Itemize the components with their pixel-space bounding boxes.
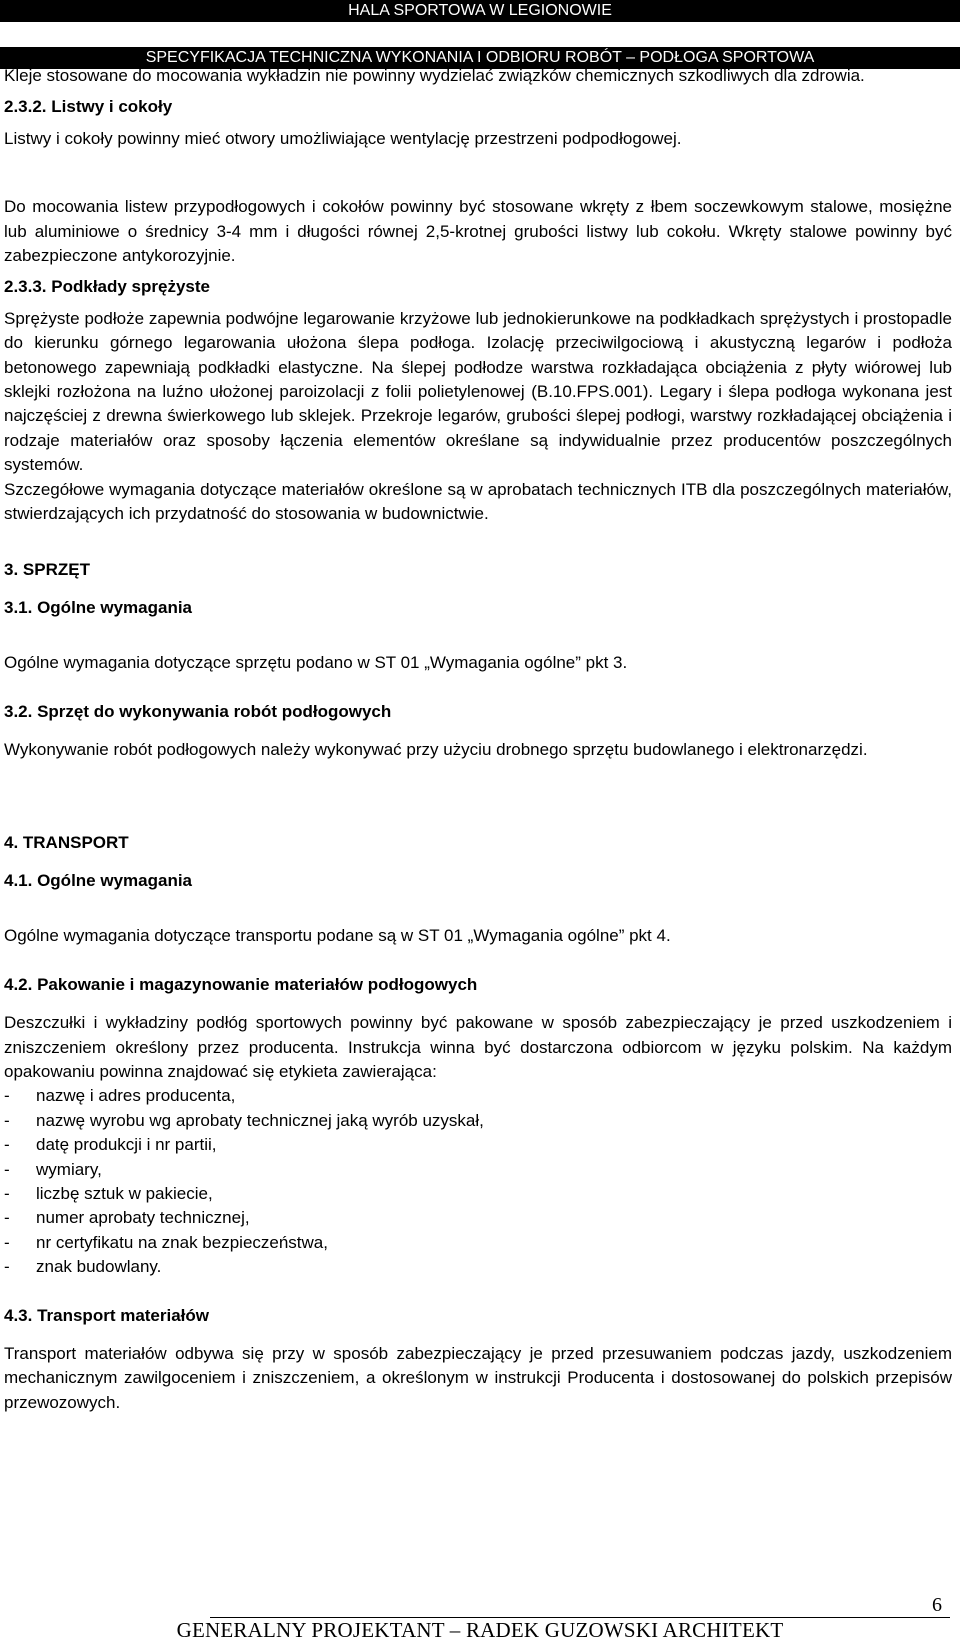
header-subtitle: SPECYFIKACJA TECHNICZNA WYKONANIA I ODBIORU ROBÓT – PODŁOGA SPORTOWA	[0, 47, 960, 69]
heading-3-1: 3.1. Ogólne wymagania	[4, 597, 193, 617]
list-item: - wymiary,	[4, 1159, 102, 1179]
paragraph-kleje: Kleje stosowane do mocowania wykładzin nie powinny wydzielać związków chemicznych szkodliwych dla zdrowia.	[4, 66, 865, 85]
paragraph-szczegolowe: Szczegółowe wymagania dotyczące materiałów określone są w aprobatach technicznych ITB dla poszczególnych materiałów, stwierdzających ich przydatność do stosowania w budownictwie.	[4, 479, 952, 524]
page-number: 6	[932, 1594, 942, 1616]
list-item: - nr certyfikatu na znak bezpieczeństwa,	[4, 1232, 328, 1252]
paragraph-4-2: Deszczułki i wykładziny podłóg sportowych powinny być pakowane w sposób zabezpieczający je przed uszkodzeniem i zniszczeniem określony przez producenta. Instrukcja winna być dostarczona odbiorcom w języku polskim. Na każdym opakowaniu powinna znajdować się etykieta zawierająca:	[4, 1013, 952, 1081]
paragraph-3-2: Wykonywanie robót podłogowych należy wykonywać przy użyciu drobnego sprzętu budowlanego i elektronarzędzi.	[4, 740, 868, 760]
heading-4-2: 4.2. Pakowanie i magazynowanie materiałów podłogowych	[4, 974, 478, 994]
heading-4-3: 4.3. Transport materiałów	[4, 1305, 210, 1325]
label-contents-list	[4, 1084, 952, 1279]
heading-2-3-2: 2.3.2. Listwy i cokoły	[4, 97, 173, 117]
heading-2-3-3: 2.3.3. Podkłady sprężyste	[4, 277, 210, 297]
paragraph-4-3: Transport materiałów odbywa się przy w sposób zabezpieczający je przed przesuwaniem podczas jazdy, uszkodzeniem mechanicznym zawilgoceniem i zniszczeniem, a określonym w instrukcji Producenta i dostosowanej do polskich przepisów przewozowych.	[4, 1344, 952, 1412]
paragraph-4-1: Ogólne wymagania dotyczące transportu podane są w ST 01 „Wymagania ogólne” pkt 4.	[4, 926, 671, 946]
list-item: - nazwę i adres producenta,	[4, 1086, 236, 1106]
header-title: HALA SPORTOWA W LEGIONOWIE	[0, 0, 960, 22]
paragraph-listwy-2: Do mocowania listew przypodłogowych i cokołów powinny być stosowane wkręty z łbem soczewkowym stalowe, mosiężne lub aluminiowe o średnicy 3-4 mm i długości równej 2,5-krotnej grubości listwy lub cokołu. Wkręty stalowe powinny być zabezpieczone antykorozyjnie.	[4, 197, 952, 266]
paragraph-listwy-1: Listwy i cokoły powinny mieć otwory umożliwiające wentylację przestrzeni podpodłogowej.	[4, 128, 682, 148]
list-item: - datę produkcji i nr partii,	[4, 1135, 217, 1155]
paragraph-3-1: Ogólne wymagania dotyczące sprzętu podano w ST 01 „Wymagania ogólne” pkt 3.	[4, 653, 628, 673]
footer-text: GENERALNY PROJEKTANT – RADEK GUZOWSKI ARCHITEKT	[176, 1618, 784, 1642]
heading-4: 4. TRANSPORT	[4, 832, 129, 852]
paragraph-podklady: Sprężyste podłoże zapewnia podwójne legarowanie krzyżowe lub jednokierunkowe na podkładkach sprężystych i prostopadle do kierunku górnego legarowania ułożona ślepa podłoga. Izolację przeciwilgociową i akustyczną legarów i podłoża betonowego zapewniają podkładki elastyczne. Na ślepej podłodze warstwa rozkładająca obciążenia z płyty wiórowej lub sklejki rozłożona na luźno ułożonej paroizolacji z folii polietylenowej (B.10.FPS.001). Legary i ślepa podłoga wykonana jest najczęściej z drewna świerkowego lub sklejek. Przekroje legarów, grubości ślepej podłogi, warstwy rozkładającej obciążenia i rodzaje materiałów oraz sposoby łączenia elementów określane są indywidualnie przez producentów poszczególnych systemów.	[4, 308, 952, 475]
list-item: - znak budowlany.	[4, 1257, 162, 1277]
document-body	[4, 64, 952, 1415]
list-item: - nazwę wyrobu wg aprobaty technicznej jaką wyrób uzyskał,	[4, 1110, 484, 1130]
list-item: - liczbę sztuk w pakiecie,	[4, 1184, 213, 1203]
heading-3: 3. SPRZĘT	[4, 559, 90, 579]
list-item: - numer aprobaty technicznej,	[4, 1208, 250, 1228]
heading-3-2: 3.2. Sprzęt do wykonywania robót podłogowych	[4, 701, 392, 721]
heading-4-1: 4.1. Ogólne wymagania	[4, 870, 193, 890]
